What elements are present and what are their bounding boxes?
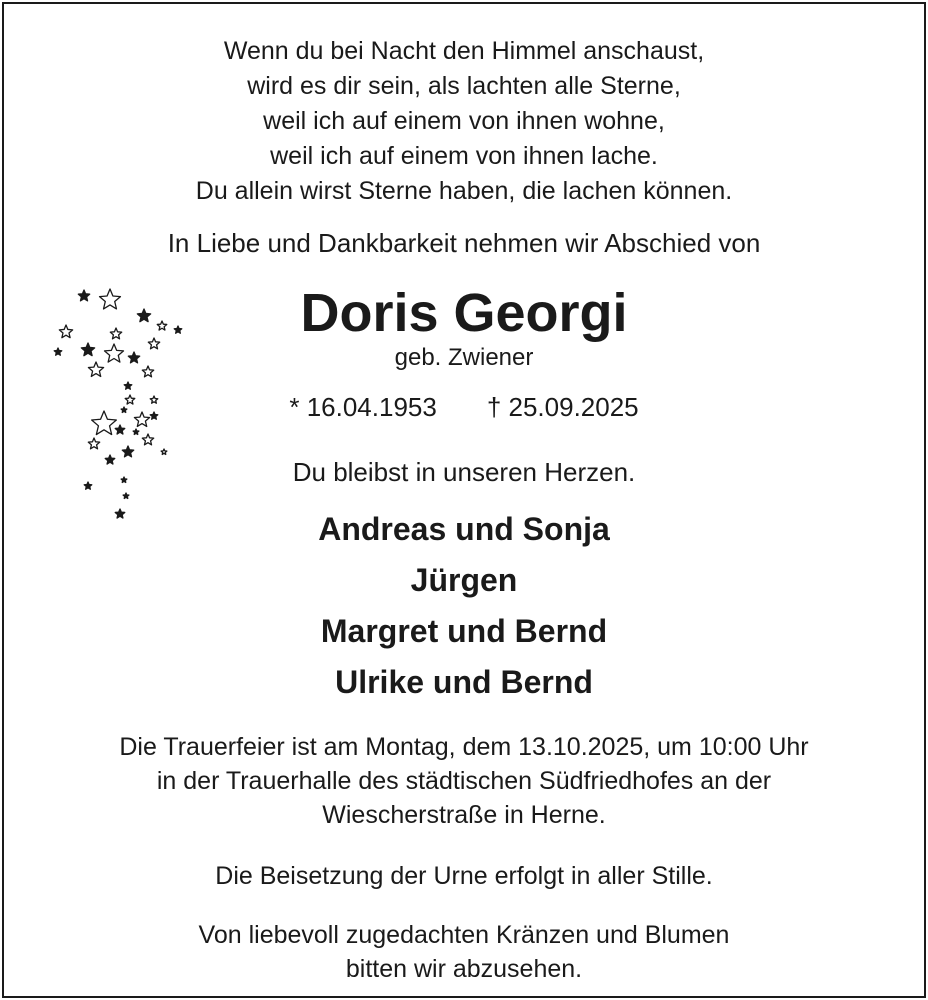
poem-line: Du allein wirst Sterne haben, die lachen können. [195, 177, 733, 205]
star-icon [133, 429, 139, 434]
star-icon [88, 438, 99, 449]
mourners-list [4, 504, 924, 708]
funeral-service-info [4, 730, 924, 832]
poem [4, 34, 924, 209]
mourner-name: Ulrike und Bernd [335, 664, 593, 700]
birth-name: geb. Zwiener [394, 344, 534, 371]
obituary-frame [2, 2, 926, 998]
star-icon [142, 434, 153, 445]
poem-line: wird es dir sein, als lachten alle Sterne, [247, 72, 681, 100]
intro-text: In Liebe und Dankbarkeit nehmen wir Abschied von [167, 228, 761, 258]
poem-line: Wenn du bei Nacht den Himmel anschaust, [223, 37, 705, 65]
service-line: in der Trauerhalle des städtischen Südfriedhofes an der [156, 767, 772, 795]
urn-burial-note: Die Beisetzung der Urne erfolgt in aller Stille. [215, 862, 713, 890]
mourner-name: Jürgen [410, 562, 518, 598]
poem-line: weil ich auf einem von ihnen lache. [270, 142, 658, 170]
deceased-name: Doris Georgi [300, 283, 628, 343]
mourner-name: Andreas und Sonja [318, 511, 610, 547]
flowers-note [4, 918, 924, 986]
star-icon [115, 425, 125, 434]
birth-date: * 16.04.1953 [289, 392, 437, 422]
star-icon [123, 493, 129, 498]
life-dates [4, 389, 924, 425]
service-line: Wiescherstraße in Herne. [322, 801, 606, 829]
poem-line: weil ich auf einem von ihnen wohne, [263, 107, 665, 135]
flowers-line: bitten wir abzusehen. [345, 955, 583, 983]
flowers-line: Von liebevoll zugedachten Kränzen und Blumen [198, 921, 730, 949]
motto: Du bleibst in unseren Herzen. [292, 457, 636, 487]
mourner-name: Margret und Bernd [320, 613, 608, 649]
death-date: † 25.09.2025 [486, 392, 639, 422]
service-line: Die Trauerfeier ist am Montag, dem 13.10.2025, um 10:00 Uhr [119, 733, 809, 761]
